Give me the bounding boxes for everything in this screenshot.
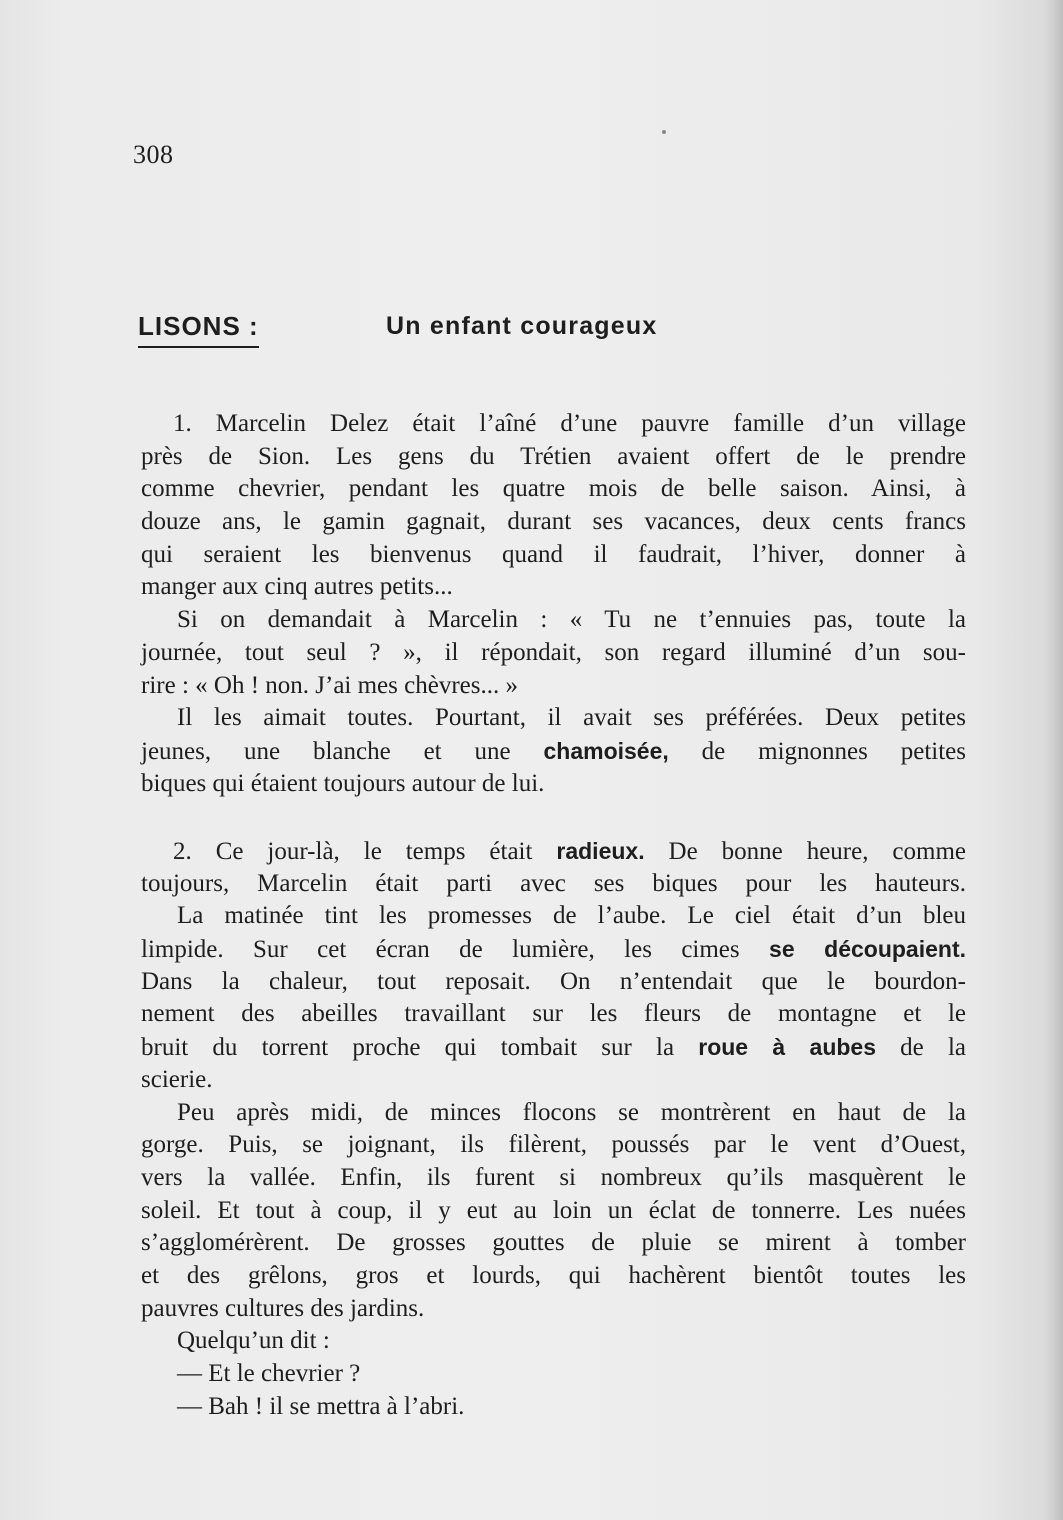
bold-term: chamoisée, [543,737,669,764]
text-line: 2. Ce jour-là, le temps était radieux. De bonne heure, comme [173,838,966,865]
text-line: Si on demandait à Marcelin : « Tu ne t’ennuies pas, toute la [177,606,966,634]
heading-label: LISONS : [138,308,259,348]
text-line: toujours, Marcelin était parti avec ses biques pour les hauteurs. [141,869,966,897]
text-line: rire : « Oh ! non. J’ai mes chèvres... » [141,671,518,699]
text-line: scierie. [141,1065,213,1093]
text-line: pauvres cultures des jardins. [141,1294,425,1322]
text-line: gorge. Puis, se joignant, ils filèrent, poussés par le vent d’Ouest, [141,1131,966,1159]
text-line: soleil. Et tout à coup, il y eut au loin un éclat de tonnerre. Les nuées [141,1196,966,1224]
text-line: — Bah ! il se mettra à l’abri. [177,1392,465,1420]
text-line: douze ans, le gamin gagnait, durant ses vacances, deux cents francs [141,508,966,536]
text-line: qui seraient les bienvenus quand il faudrait, l’hiver, donner à [141,540,966,568]
text-line: et des grêlons, gros et lourds, qui hachèrent bientôt toutes les [141,1261,966,1289]
text-line: manger aux cinq autres petits... [141,573,453,601]
heading-title: Un enfant courageux [386,312,658,340]
text-line: près de Sion. Les gens du Trétien avaient offert de le prendre [141,442,966,470]
text-line: journée, tout seul ? », il répondait, son regard illuminé d’un sou- [141,638,966,666]
text-line: comme chevrier, pendant les quatre mois de belle saison. Ainsi, à [141,475,966,503]
text-line: — Et le chevrier ? [177,1360,361,1387]
bold-term: roue à aubes [698,1034,876,1061]
text-line: vers la vallée. Enfin, ils furent si nombreux qu’ils masquèrent le [141,1163,966,1191]
bold-term: radieux. [556,838,645,864]
text-line: Peu après midi, de minces flocons se montrèrent en haut de la [177,1098,966,1126]
text-line: limpide. Sur cet écran de lumière, les cimes se découpaient. [141,936,966,964]
text-line: bruit du torrent proche qui tombait sur la roue à aubes de la [141,1034,967,1062]
text-line: nement des abeilles travaillant sur les fleurs de montagne et le [141,1000,966,1028]
section-1-paragraphs [141,408,966,800]
section-heading [138,308,838,352]
page-number: 308 [133,140,174,169]
text-line: Il les aimait toutes. Pourtant, il avait ses préférées. Deux petites [177,704,966,732]
section-2-paragraphs [141,835,966,1423]
text-line: biques qui étaient toujours autour de lui. [141,769,545,797]
paper-speck [662,130,666,134]
text-line: jeunes, une blanche et une chamoisée, de mignonnes petites [141,737,966,765]
page-binding-edge [1041,0,1063,1520]
text-line: La matinée tint les promesses de l’aube. Le ciel était d’un bleu [177,902,966,930]
text-line: 1. Marcelin Delez était l’aîné d’une pauvre famille d’un village [173,410,966,437]
bold-term: se découpaient. [769,936,966,963]
text-line: Quelqu’un dit : [177,1327,330,1355]
text-line: s’agglomérèrent. De grosses gouttes de pluie se mirent à tomber [141,1229,966,1257]
text-line: Dans la chaleur, tout reposait. On n’entendait que le bourdon- [141,967,966,995]
